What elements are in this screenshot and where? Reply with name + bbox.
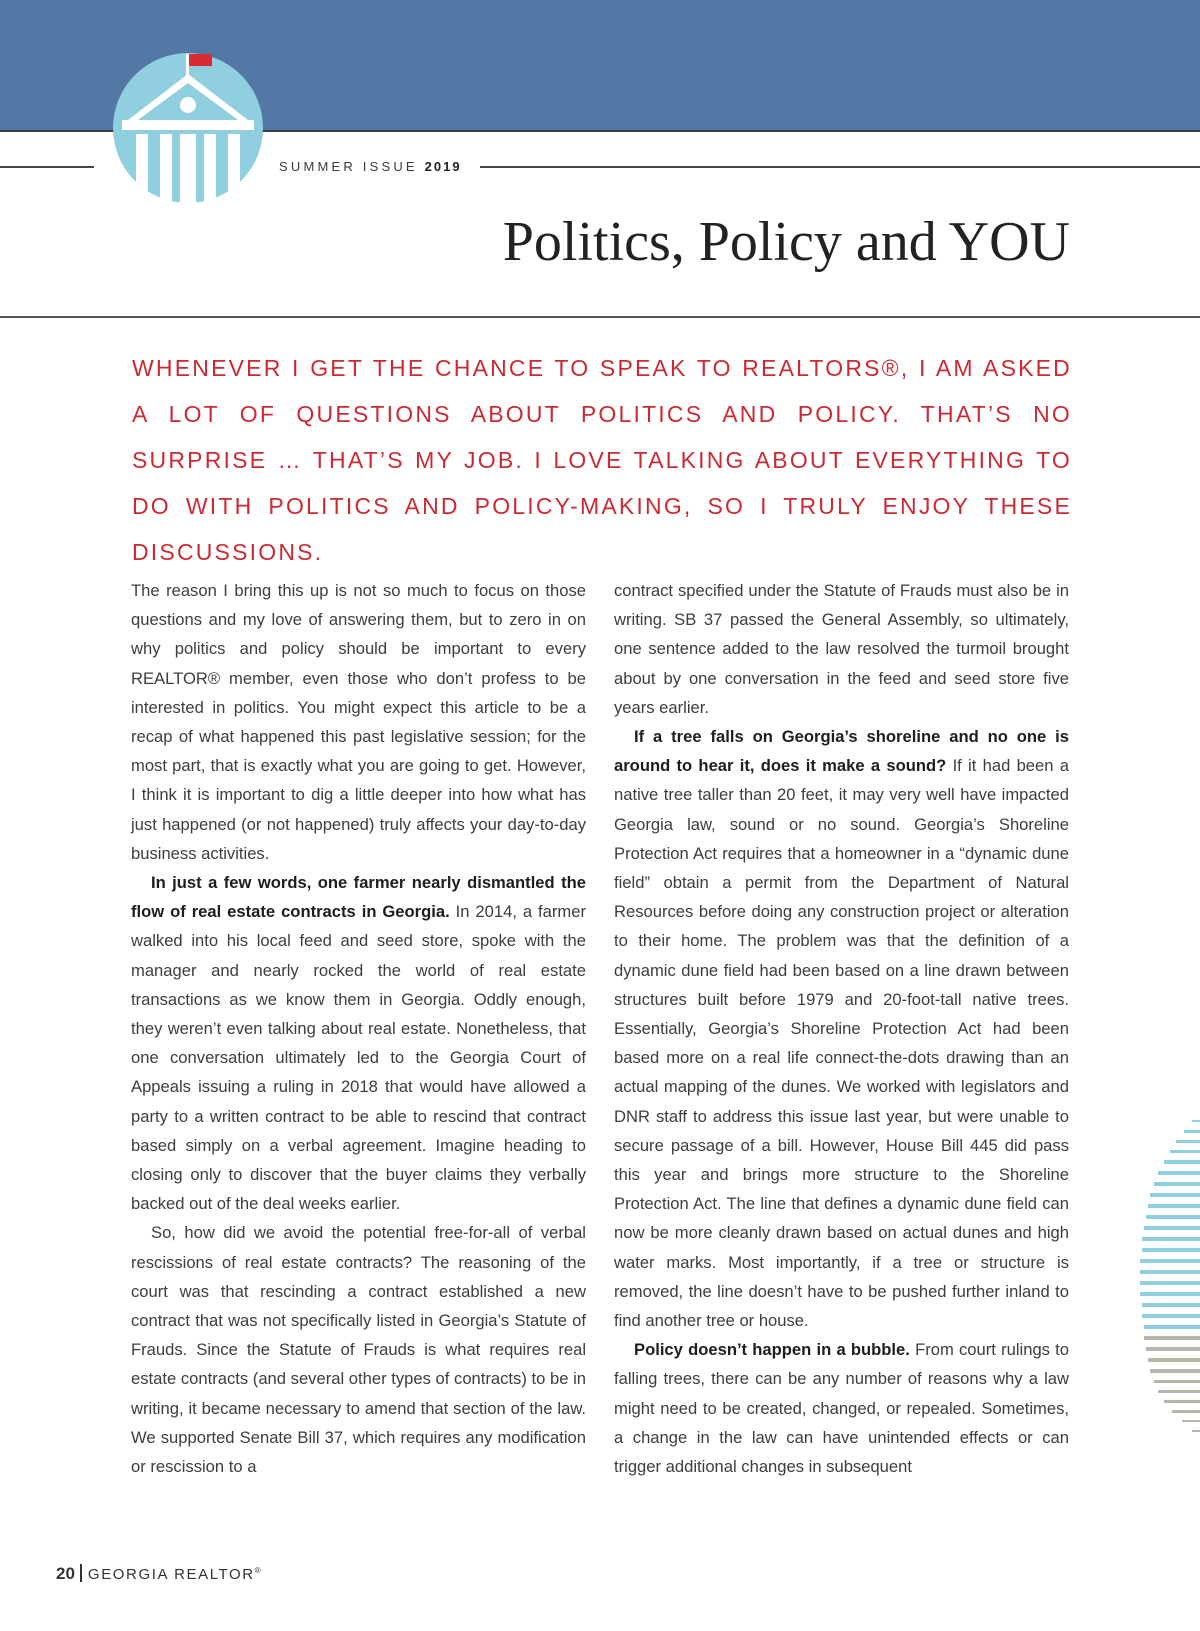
- issue-season: SUMMER ISSUE: [279, 159, 418, 174]
- title-divider: [0, 316, 1200, 318]
- paragraph-lead: In just a few words, one farmer nearly dismantled the flow of real estate contracts in Georgia.: [131, 873, 586, 922]
- footer-divider: [80, 1564, 82, 1582]
- intro-pullquote: WHENEVER I GET THE CHANCE TO SPEAK TO REALTORS®, I AM ASKED A LOT OF QUESTIONS ABOUT POLITICS AND POLICY. THAT’S NO SURPRISE … THAT’S MY JOB. I LOVE TALKING ABOUT EVERYTHING TO DO WITH POLITICS AND POLICY-MAKING, SO I TRULY ENJOY THESE DISCUSSIONS.: [132, 355, 1072, 565]
- paragraph-body: If it had been a native tree taller than 20 feet, it may very well have impacted Georgia law, sound or no sound. Georgia’s Shoreline Protection Act requires that a homeowner in a “dynamic dune field” obtain a permit from the Department of Natural Resources before doing any construction project or alteration to their home. The problem was that the definition of a dynamic dune field had been based on a line drawn between structures built before 1979 and 20-foot-tall native trees. Essentially, Georgia’s Shoreline Protection Act had been based more on a real life connect-the-dots drawing than an actual mapping of the dunes. We worked with legislators and DNR staff to address this issue last year, but were unable to secure passage of a bill. However, House Bill 445 did pass this year and brings more structure to the Shoreline Protection Act. The line that defines a dynamic dune field can now be more cleanly drawn based on actual dunes and high water marks. Most importantly, if a tree or structure is removed, the line doesn’t have to be pushed further inland to find another tree or house.: [614, 756, 1069, 1331]
- issue-rule-left: [0, 166, 94, 168]
- paragraph-body: In 2014, a farmer walked into his local feed and seed store, spoke with the manager and nearly rocked the world of real estate transactions as we know them in Georgia. Oddly enough, they weren’t even talking about real estate. Nonetheless, that one conversation ultimately led to the Georgia Court of Appeals issuing a ruling in 2018 that would have allowed a party to a written contract to be able to rescind that contract based simply on a verbal agreement. Imagine heading to closing only to discover that the buyer claims they verbally backed out of the deal weeks earlier.: [131, 902, 586, 1214]
- paragraph: The reason I bring this up is not so much to focus on those questions and my love of answering them, but to zero in on why politics and policy should be important to every REALTOR® member, even those who don’t profess to be interested in politics. You might expect this article to be a recap of what happened this past legislative session; for the most part, that is exactly what you are going to get. However, I think it is important to dig a little deeper into how what has just happened (or not happened) truly affects your day-to-day business activities.: [131, 581, 586, 863]
- page-number: 20: [56, 1564, 75, 1583]
- article-column-left: [131, 576, 586, 1481]
- registered-mark: ®: [254, 1566, 263, 1575]
- paragraph: [131, 868, 586, 1218]
- article-column-right: [614, 576, 1069, 1481]
- paragraph: contract specified under the Statute of Frauds must also be in writing. SB 37 passed the General Assembly, so ultimately, one sentence added to the law resolved the turmoil brought about by one conversation in the feed and seed store five years earlier.: [614, 581, 1069, 717]
- paragraph: [614, 1335, 1069, 1481]
- issue-label: [279, 159, 462, 174]
- page-title: Politics, Policy and YOU: [502, 211, 1070, 273]
- decorative-stripes-icon: [1140, 1120, 1200, 1440]
- paragraph: [614, 722, 1069, 1335]
- page-footer: [56, 1564, 262, 1584]
- capitol-logo-icon: [110, 50, 266, 206]
- issue-year: 2019: [424, 159, 462, 174]
- paragraph-body: From court rulings to falling trees, there can be any number of reasons why a law might need to be created, changed, or repealed. Sometimes, a change in the law can have unintended effects or can trigger additional changes in subsequent: [614, 1340, 1070, 1477]
- publication-name: GEORGIA REALTOR: [87, 1566, 255, 1583]
- paragraph: So, how did we avoid the potential free-for-all of verbal rescissions of real estate contracts? The reasoning of the court was that rescinding a contract established a new contract that was not specifically listed in Georgia’s Statute of Frauds. Since the Statute of Frauds is what requires real estate contracts (and several other types of contracts) to be in writing, it became necessary to amend that section of the law. We supported Senate Bill 37, which requires any modification or rescission to a: [131, 1223, 586, 1477]
- paragraph-lead: Policy doesn’t happen in a bubble.: [634, 1340, 910, 1360]
- issue-rule-right: [480, 166, 1200, 168]
- paragraph-lead: If a tree falls on Georgia’s shoreline and no one is around to hear it, does it make a sound?: [614, 727, 1069, 776]
